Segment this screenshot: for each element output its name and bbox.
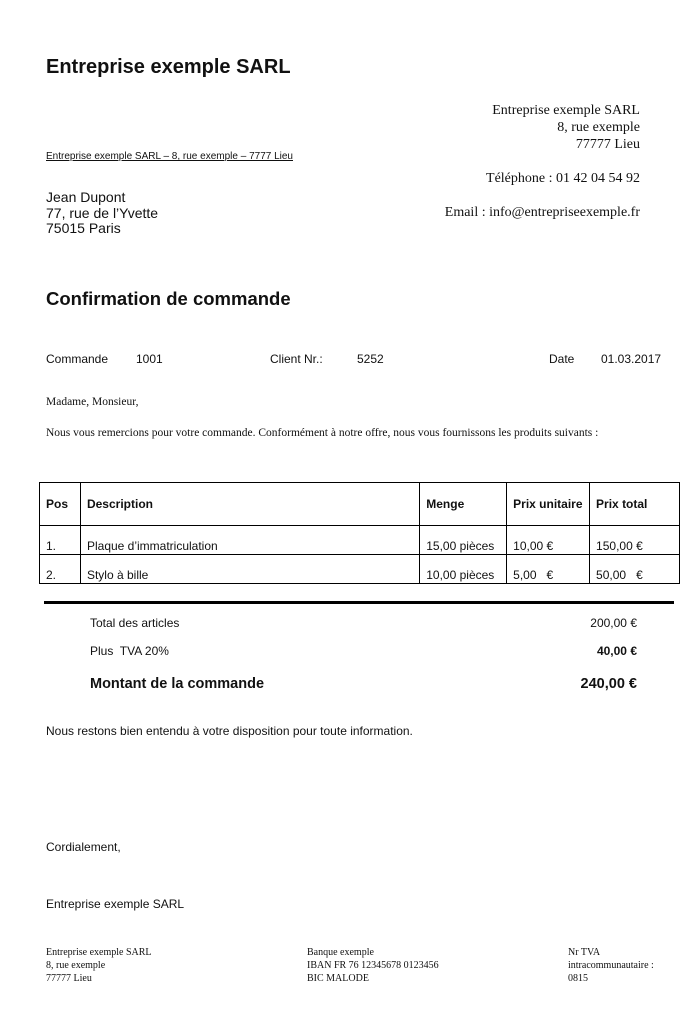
cell-description: Stylo à bille <box>80 555 419 584</box>
cell-description: Plaque d’immatriculation <box>80 526 419 555</box>
sender-email: Email : info@entrepriseexemple.fr <box>444 205 640 220</box>
cell-total-price: 50,00 € <box>590 555 680 584</box>
footer-bank <box>307 946 439 985</box>
col-quantity: Menge <box>420 483 507 526</box>
subtotal-label: Total des articles <box>90 616 180 630</box>
footer-company <box>46 946 152 985</box>
grand-total-label: Montant de la commande <box>90 676 265 692</box>
client-label: Client Nr.: <box>270 352 323 366</box>
col-description: Description <box>80 483 419 526</box>
recipient-name: Jean Dupont <box>46 189 126 205</box>
footer-vat <box>568 946 654 985</box>
sender-address-block <box>492 102 640 153</box>
subtotal-value: 200,00 € <box>590 616 637 630</box>
footer-vat-label: Nr TVA <box>568 947 601 958</box>
order-number: 1001 <box>136 352 163 366</box>
footer-vat-number: 0815 <box>568 973 588 984</box>
recipient-city: 75015 Paris <box>46 220 121 236</box>
cell-quantity: 10,00 pièces <box>420 555 507 584</box>
tax-value: 40,00 € <box>596 644 637 658</box>
totals-divider <box>44 601 674 604</box>
table-row <box>40 555 680 584</box>
salutation: Madame, Monsieur, <box>46 396 139 408</box>
letterhead-company: Entreprise exemple SARL <box>46 56 291 78</box>
footer-iban: IBAN FR 76 12345678 0123456 <box>307 960 439 971</box>
cell-total-price: 150,00 € <box>590 526 680 555</box>
cell-unit-price: 10,00 € <box>507 526 590 555</box>
document-title: Confirmation de commande <box>46 288 291 309</box>
col-pos: Pos <box>40 483 81 526</box>
tax-label: Plus TVA 20% <box>90 644 169 658</box>
client-number: 5252 <box>357 352 384 366</box>
footer-company-street: 8, rue exemple <box>46 960 106 971</box>
footer-bank-name: Banque exemple <box>307 947 374 958</box>
cell-unit-price: 5,00 € <box>507 555 590 584</box>
grand-total-value: 240,00 € <box>580 676 637 692</box>
table-header-row <box>40 483 680 526</box>
recipient-address <box>46 190 158 237</box>
col-unit-price: Prix unitaire <box>507 483 590 526</box>
recipient-street: 77, rue de l’Yvette <box>46 204 159 221</box>
return-address-line: Entreprise exemple SARL – 8, rue exemple – 7777 Lieu <box>46 151 293 162</box>
footer-company-city: 77777 Lieu <box>46 973 92 984</box>
signature: Entreprise exemple SARL <box>46 897 185 911</box>
footer-vat-label-2: intracommunautaire : <box>568 960 654 971</box>
table-row <box>40 526 680 555</box>
cell-pos: 1. <box>40 526 81 555</box>
regards: Cordialement, <box>46 840 121 854</box>
date-value: 01.03.2017 <box>601 352 662 366</box>
intro-text: Nous vous remercions pour votre commande. Conformément à notre offre, nous vous fournissons les produits suivants : <box>46 427 599 439</box>
sender-phone: Téléphone : 01 42 04 54 92 <box>486 171 640 186</box>
footer-bic: BIC MALODE <box>307 973 369 984</box>
cell-quantity: 15,00 pièces <box>420 526 507 555</box>
sender-name: Entreprise exemple SARL <box>492 103 640 118</box>
sender-city: 77777 Lieu <box>575 137 640 152</box>
closing-text: Nous restons bien entendu à votre disposition pour toute information. <box>46 724 413 738</box>
items-table <box>39 482 680 584</box>
date-label: Date <box>549 352 575 366</box>
footer-company-name: Entreprise exemple SARL <box>46 947 152 958</box>
order-label: Commande <box>46 352 109 366</box>
sender-street: 8, rue exemple <box>557 120 640 135</box>
cell-pos: 2. <box>40 555 81 584</box>
col-total-price: Prix total <box>590 483 680 526</box>
